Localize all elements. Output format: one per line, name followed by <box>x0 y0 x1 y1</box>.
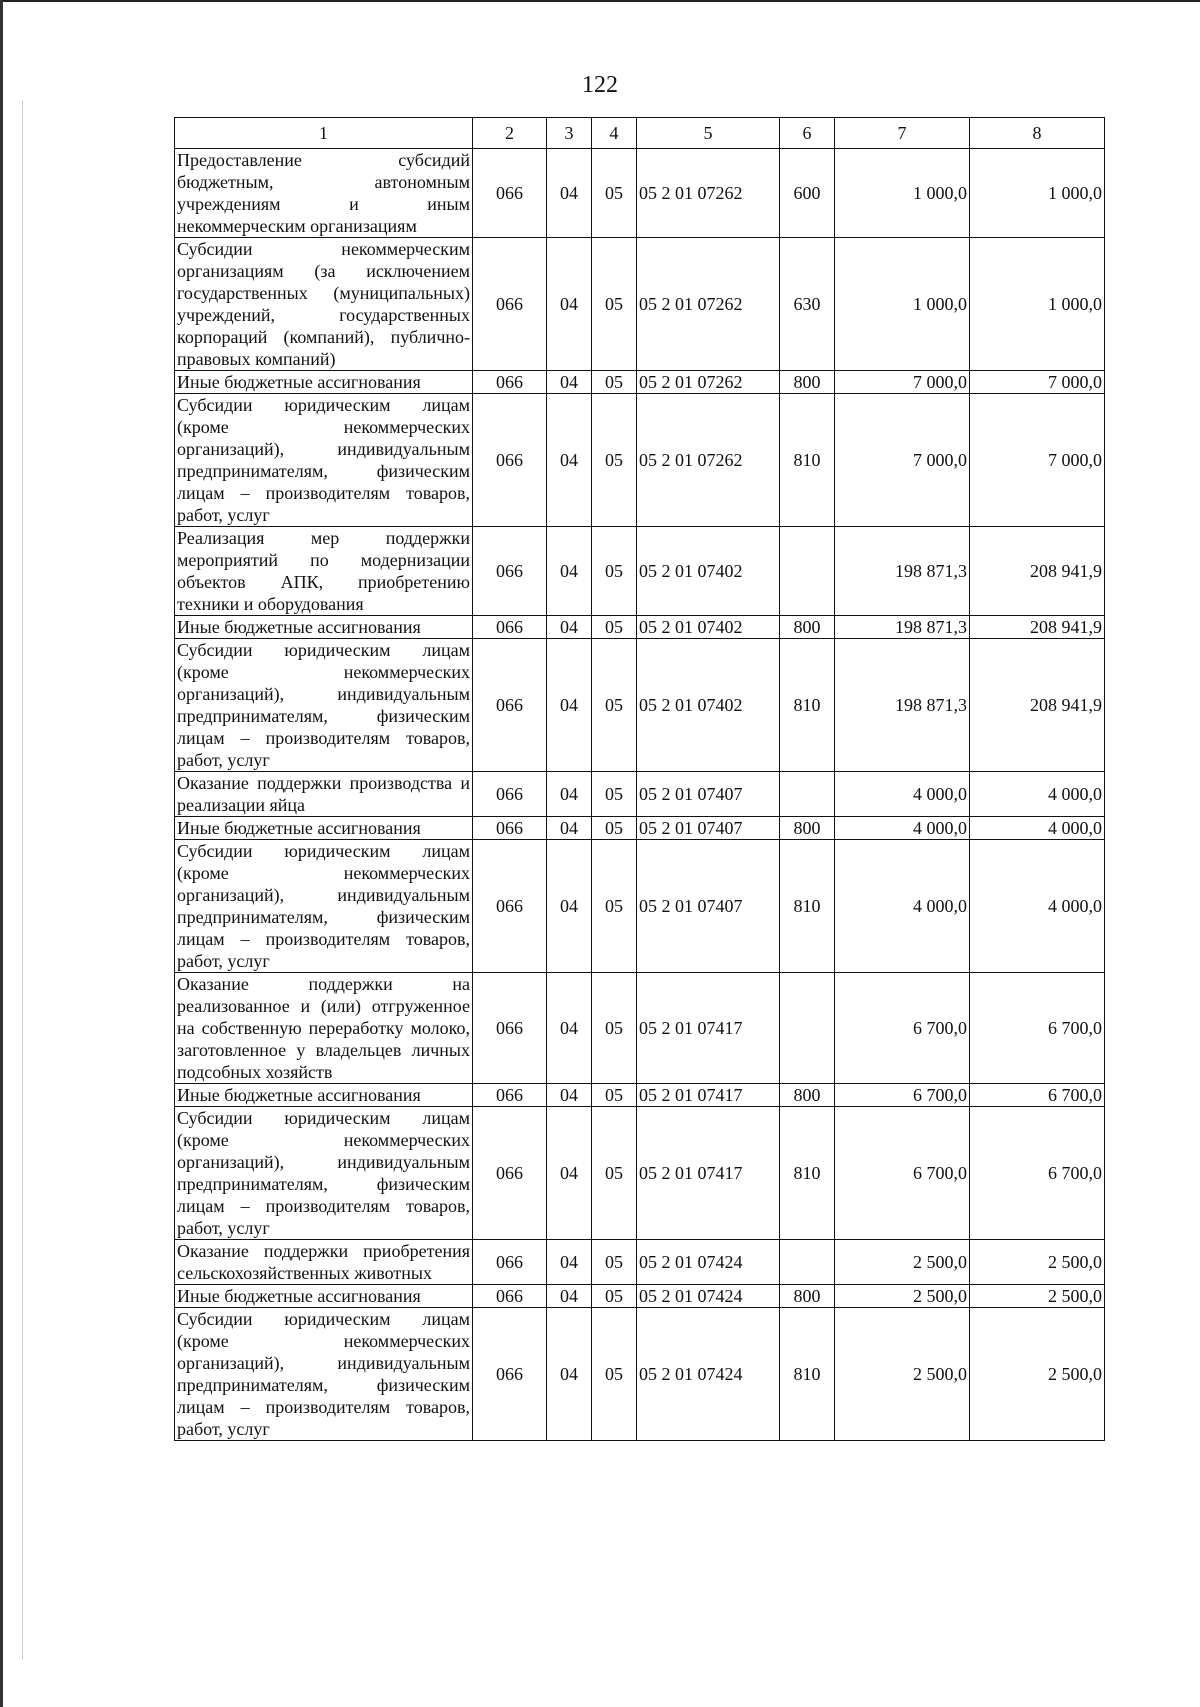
table-row <box>175 1084 1105 1107</box>
column-header: 2 <box>473 118 547 149</box>
row-name: Оказание поддержки на реализованное и (или) отгруженное на собственную переработку молоко, заготовленное у владельцев личных подсобных хозяйств <box>175 973 473 1084</box>
column-header: 4 <box>592 118 637 149</box>
target-code: 05 2 01 07407 <box>637 817 780 840</box>
page-number: 122 <box>582 72 618 98</box>
table-row <box>175 1285 1105 1308</box>
expense-type-code <box>780 973 835 1084</box>
expense-type-code: 810 <box>780 1308 835 1441</box>
amount-col8: 4 000,0 <box>970 840 1105 973</box>
admin-code: 066 <box>473 772 547 817</box>
target-code: 05 2 01 07262 <box>637 149 780 238</box>
row-name: Иные бюджетные ассигнования <box>175 1285 473 1308</box>
amount-col7: 198 871,3 <box>835 616 970 639</box>
section-code: 04 <box>547 149 592 238</box>
target-code: 05 2 01 07262 <box>637 371 780 394</box>
section-code: 04 <box>547 527 592 616</box>
scan-border-line <box>22 100 23 1660</box>
section-code: 04 <box>547 1308 592 1441</box>
admin-code: 066 <box>473 1084 547 1107</box>
amount-col7: 4 000,0 <box>835 817 970 840</box>
table-row <box>175 1240 1105 1285</box>
amount-col8: 2 500,0 <box>970 1240 1105 1285</box>
admin-code: 066 <box>473 973 547 1084</box>
row-name: Оказание поддержки производства и реализации яйца <box>175 772 473 817</box>
expense-type-code: 810 <box>780 840 835 973</box>
subsection-code: 05 <box>592 527 637 616</box>
section-code: 04 <box>547 840 592 973</box>
target-code: 05 2 01 07424 <box>637 1285 780 1308</box>
section-code: 04 <box>547 394 592 527</box>
admin-code: 066 <box>473 1107 547 1240</box>
target-code: 05 2 01 07407 <box>637 772 780 817</box>
amount-col7: 4 000,0 <box>835 840 970 973</box>
admin-code: 066 <box>473 616 547 639</box>
admin-code: 066 <box>473 639 547 772</box>
admin-code: 066 <box>473 1308 547 1441</box>
subsection-code: 05 <box>592 371 637 394</box>
target-code: 05 2 01 07402 <box>637 639 780 772</box>
amount-col7: 2 500,0 <box>835 1240 970 1285</box>
table-row <box>175 371 1105 394</box>
column-header: 5 <box>637 118 780 149</box>
row-name: Субсидии юридическим лицам (кроме некоммерческих организаций), индивидуальным предпринимателям, физическим лицам – производителям товаров, работ, услуг <box>175 1107 473 1240</box>
subsection-code: 05 <box>592 238 637 371</box>
section-code: 04 <box>547 1107 592 1240</box>
subsection-code: 05 <box>592 1308 637 1441</box>
subsection-code: 05 <box>592 772 637 817</box>
subsection-code: 05 <box>592 394 637 527</box>
expense-type-code: 800 <box>780 371 835 394</box>
header-row <box>175 118 1105 149</box>
admin-code: 066 <box>473 817 547 840</box>
row-name: Субсидии юридическим лицам (кроме некоммерческих организаций), индивидуальным предпринимателям, физическим лицам – производителям товаров, работ, услуг <box>175 639 473 772</box>
section-code: 04 <box>547 616 592 639</box>
column-header: 1 <box>175 118 473 149</box>
row-name: Иные бюджетные ассигнования <box>175 817 473 840</box>
column-header: 6 <box>780 118 835 149</box>
target-code: 05 2 01 07417 <box>637 973 780 1084</box>
section-code: 04 <box>547 1240 592 1285</box>
subsection-code: 05 <box>592 1107 637 1240</box>
subsection-code: 05 <box>592 1285 637 1308</box>
amount-col7: 4 000,0 <box>835 772 970 817</box>
admin-code: 066 <box>473 527 547 616</box>
amount-col7: 6 700,0 <box>835 1107 970 1240</box>
admin-code: 066 <box>473 371 547 394</box>
table-row <box>175 238 1105 371</box>
subsection-code: 05 <box>592 1240 637 1285</box>
expense-type-code <box>780 772 835 817</box>
admin-code: 066 <box>473 1285 547 1308</box>
expense-type-code: 800 <box>780 817 835 840</box>
row-name: Иные бюджетные ассигнования <box>175 371 473 394</box>
amount-col8: 7 000,0 <box>970 394 1105 527</box>
section-code: 04 <box>547 639 592 772</box>
table-row <box>175 394 1105 527</box>
amount-col7: 7 000,0 <box>835 371 970 394</box>
column-header: 3 <box>547 118 592 149</box>
admin-code: 066 <box>473 394 547 527</box>
expense-type-code: 800 <box>780 1285 835 1308</box>
target-code: 05 2 01 07402 <box>637 527 780 616</box>
subsection-code: 05 <box>592 973 637 1084</box>
target-code: 05 2 01 07417 <box>637 1084 780 1107</box>
admin-code: 066 <box>473 840 547 973</box>
table-row <box>175 616 1105 639</box>
table-row <box>175 772 1105 817</box>
budget-table <box>174 117 1105 1441</box>
target-code: 05 2 01 07424 <box>637 1240 780 1285</box>
row-name: Субсидии некоммерческим организациям (за исключением государственных (муниципальных) учреждений, государственных корпораций (компаний), публично-правовых компаний) <box>175 238 473 371</box>
expense-type-code: 810 <box>780 394 835 527</box>
amount-col8: 208 941,9 <box>970 616 1105 639</box>
target-code: 05 2 01 07402 <box>637 616 780 639</box>
target-code: 05 2 01 07262 <box>637 238 780 371</box>
table-row <box>175 817 1105 840</box>
amount-col7: 1 000,0 <box>835 238 970 371</box>
amount-col8: 6 700,0 <box>970 1107 1105 1240</box>
column-header: 8 <box>970 118 1105 149</box>
expense-type-code: 800 <box>780 616 835 639</box>
amount-col8: 1 000,0 <box>970 149 1105 238</box>
subsection-code: 05 <box>592 616 637 639</box>
table-row <box>175 527 1105 616</box>
admin-code: 066 <box>473 1240 547 1285</box>
scan-border-left <box>0 0 3 1707</box>
row-name: Субсидии юридическим лицам (кроме некоммерческих организаций), индивидуальным предпринимателям, физическим лицам – производителям товаров, работ, услуг <box>175 840 473 973</box>
amount-col8: 2 500,0 <box>970 1308 1105 1441</box>
table-row <box>175 149 1105 238</box>
section-code: 04 <box>547 1084 592 1107</box>
target-code: 05 2 01 07417 <box>637 1107 780 1240</box>
row-name: Иные бюджетные ассигнования <box>175 1084 473 1107</box>
admin-code: 066 <box>473 149 547 238</box>
subsection-code: 05 <box>592 840 637 973</box>
expense-type-code: 810 <box>780 1107 835 1240</box>
scan-border-top <box>0 0 1200 12</box>
row-name: Субсидии юридическим лицам (кроме некоммерческих организаций), индивидуальным предпринимателям, физическим лицам – производителям товаров, работ, услуг <box>175 394 473 527</box>
section-code: 04 <box>547 973 592 1084</box>
amount-col7: 198 871,3 <box>835 527 970 616</box>
target-code: 05 2 01 07262 <box>637 394 780 527</box>
amount-col7: 2 500,0 <box>835 1308 970 1441</box>
expense-type-code: 600 <box>780 149 835 238</box>
amount-col7: 198 871,3 <box>835 639 970 772</box>
amount-col8: 7 000,0 <box>970 371 1105 394</box>
table-row <box>175 1308 1105 1441</box>
section-code: 04 <box>547 817 592 840</box>
expense-type-code: 810 <box>780 639 835 772</box>
amount-col7: 1 000,0 <box>835 149 970 238</box>
target-code: 05 2 01 07424 <box>637 1308 780 1441</box>
target-code: 05 2 01 07407 <box>637 840 780 973</box>
subsection-code: 05 <box>592 639 637 772</box>
expense-type-code: 800 <box>780 1084 835 1107</box>
amount-col7: 7 000,0 <box>835 394 970 527</box>
amount-col8: 1 000,0 <box>970 238 1105 371</box>
section-code: 04 <box>547 371 592 394</box>
amount-col8: 4 000,0 <box>970 772 1105 817</box>
row-name: Оказание поддержки приобретения сельскохозяйственных животных <box>175 1240 473 1285</box>
section-code: 04 <box>547 1285 592 1308</box>
table-row <box>175 840 1105 973</box>
admin-code: 066 <box>473 238 547 371</box>
table-body <box>175 149 1105 1441</box>
amount-col7: 2 500,0 <box>835 1285 970 1308</box>
row-name: Субсидии юридическим лицам (кроме некоммерческих организаций), индивидуальным предпринимателям, физическим лицам – производителям товаров, работ, услуг <box>175 1308 473 1441</box>
expense-type-code <box>780 1240 835 1285</box>
table-row <box>175 639 1105 772</box>
amount-col7: 6 700,0 <box>835 973 970 1084</box>
expense-type-code: 630 <box>780 238 835 371</box>
amount-col8: 6 700,0 <box>970 1084 1105 1107</box>
amount-col8: 208 941,9 <box>970 527 1105 616</box>
row-name: Предоставление субсидий бюджетным, автономным учреждениям и иным некоммерческим организациям <box>175 149 473 238</box>
expense-type-code <box>780 527 835 616</box>
amount-col7: 6 700,0 <box>835 1084 970 1107</box>
subsection-code: 05 <box>592 817 637 840</box>
row-name: Реализация мер поддержки мероприятий по модернизации объектов АПК, приобретению техники и оборудования <box>175 527 473 616</box>
section-code: 04 <box>547 238 592 371</box>
amount-col8: 2 500,0 <box>970 1285 1105 1308</box>
amount-col8: 6 700,0 <box>970 973 1105 1084</box>
subsection-code: 05 <box>592 1084 637 1107</box>
column-header: 7 <box>835 118 970 149</box>
row-name: Иные бюджетные ассигнования <box>175 616 473 639</box>
amount-col8: 208 941,9 <box>970 639 1105 772</box>
table-row <box>175 1107 1105 1240</box>
table-row <box>175 973 1105 1084</box>
subsection-code: 05 <box>592 149 637 238</box>
section-code: 04 <box>547 772 592 817</box>
amount-col8: 4 000,0 <box>970 817 1105 840</box>
